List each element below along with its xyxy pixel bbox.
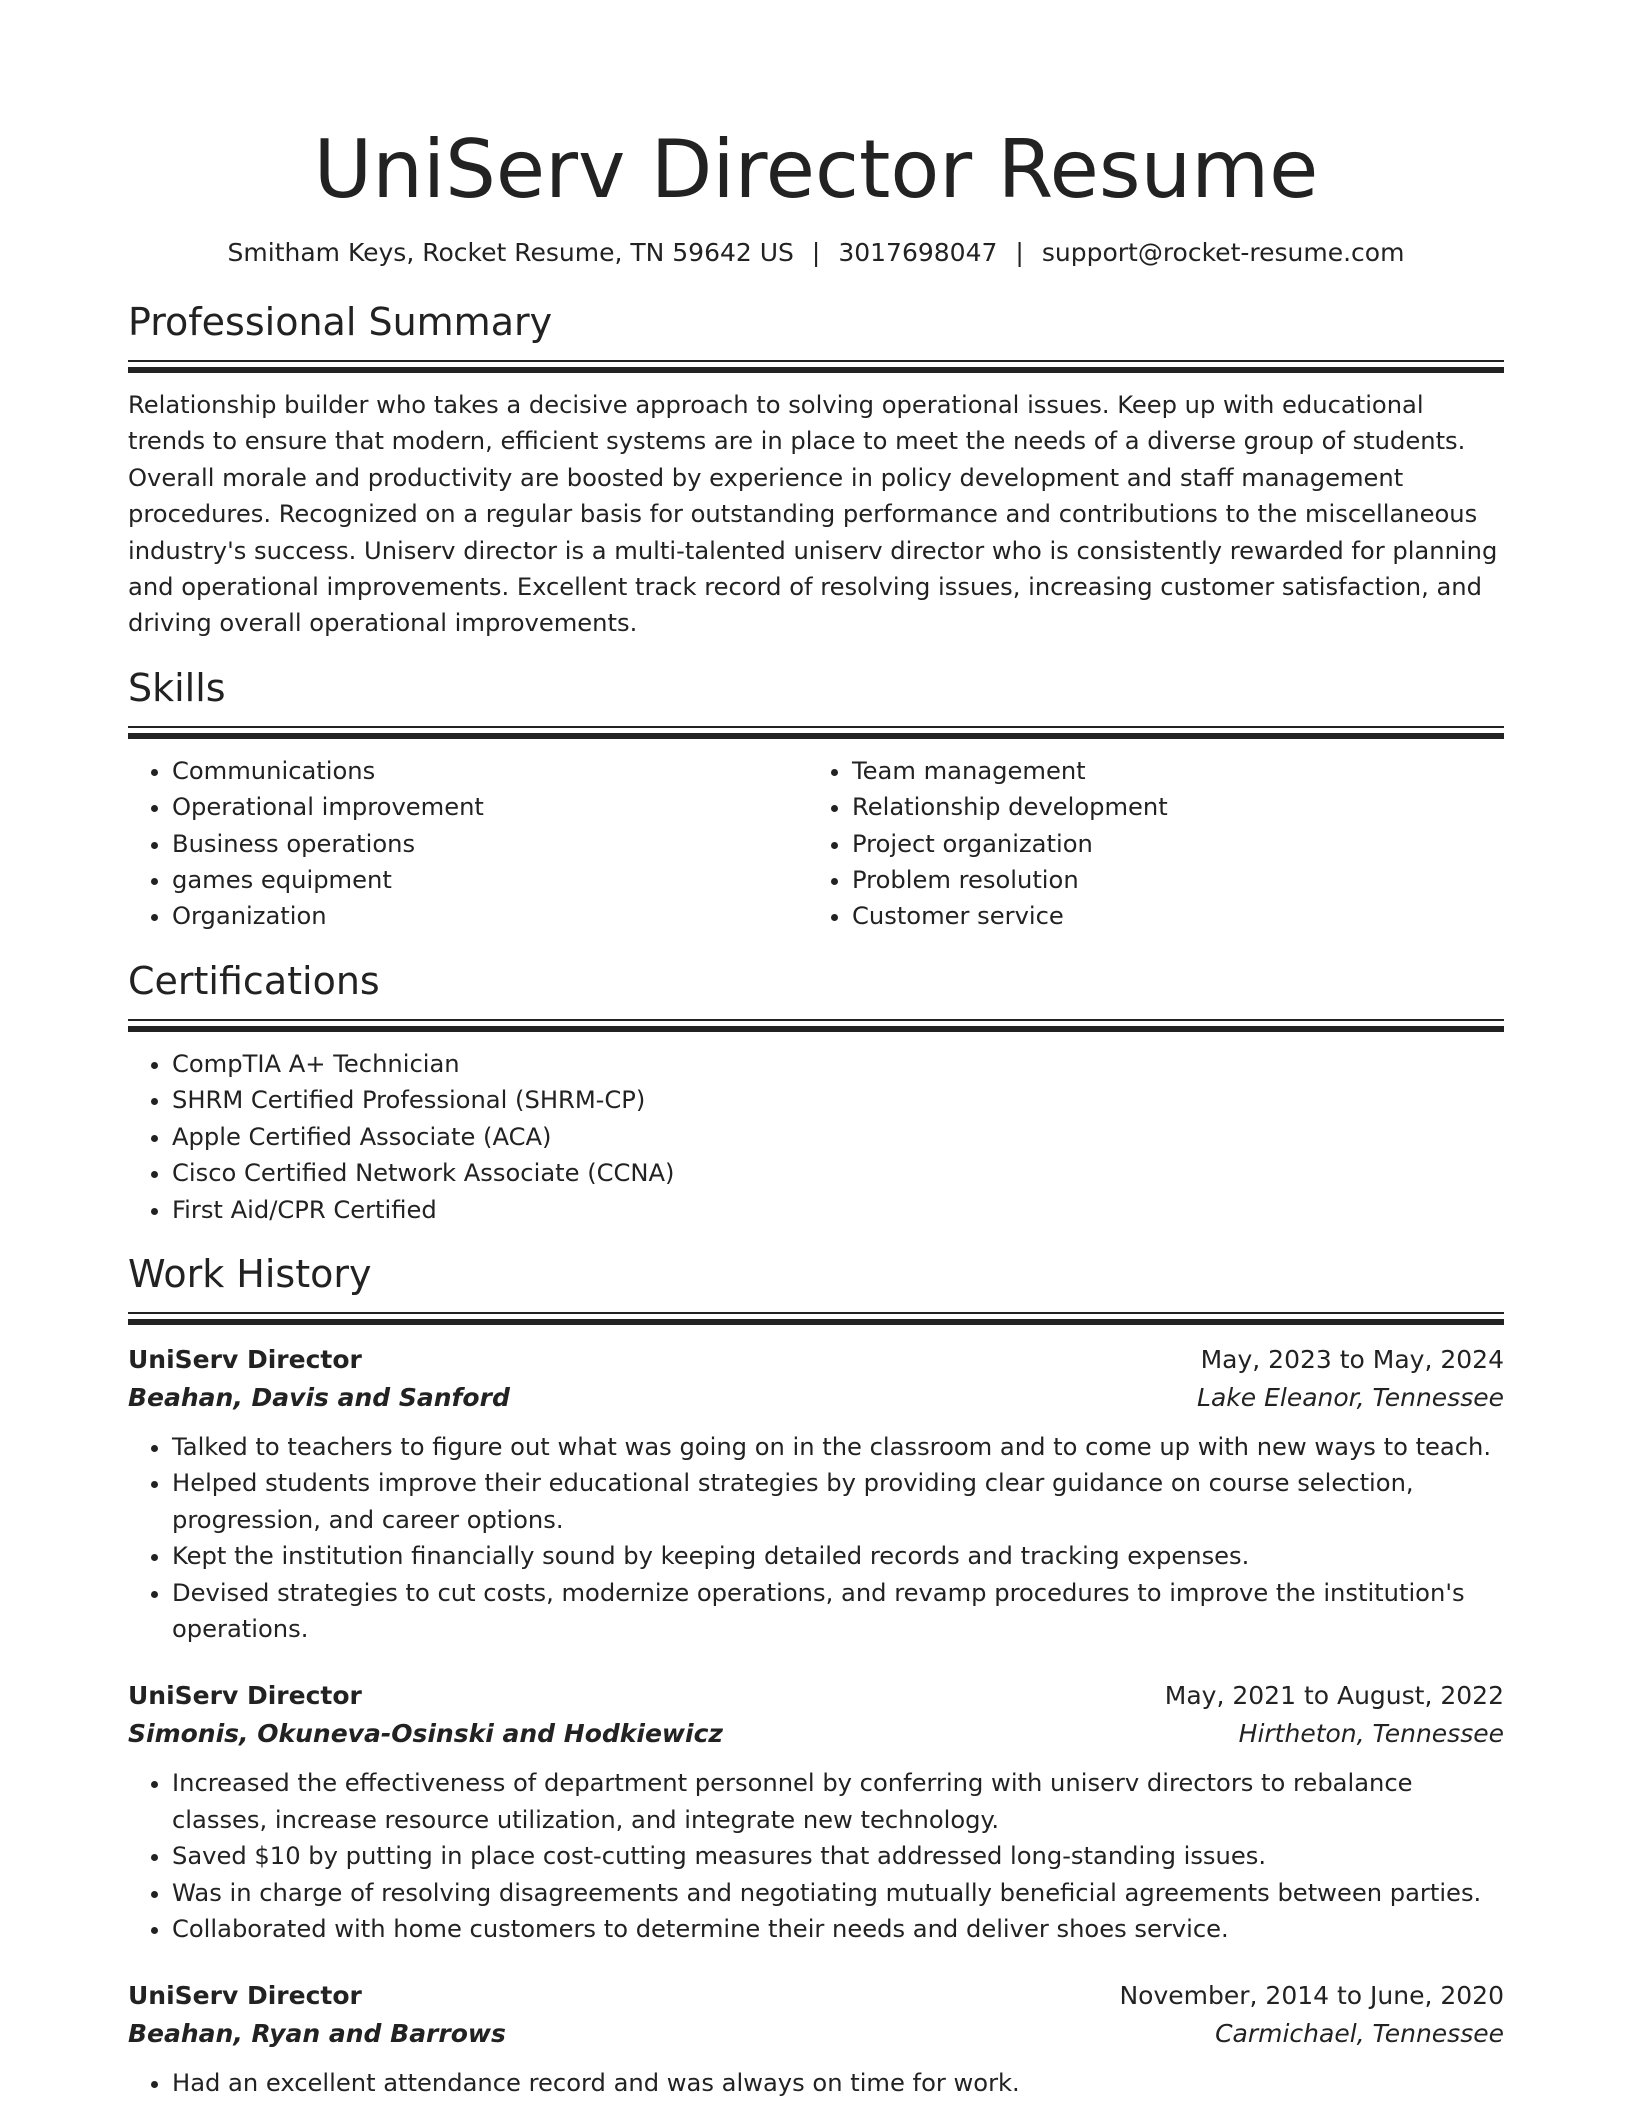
job-company: Beahan, Ryan and Barrows [128, 2019, 506, 2049]
section-title-skills: Skills [128, 665, 226, 710]
skill-item: • Organization [172, 898, 804, 934]
job-header [128, 1341, 1504, 1379]
skill-item: • games equipment [172, 862, 804, 898]
certification-item: • CompTIA A+ Technician [172, 1046, 1504, 1082]
certification-item: • First Aid/CPR Certified [172, 1192, 1504, 1228]
resume-page [128, 0, 1504, 2102]
contact-separator: | [1015, 238, 1024, 267]
job-header [128, 1977, 1504, 2015]
job-subheader [128, 1715, 1504, 1753]
skill-item: • Customer service [852, 898, 1484, 934]
job-header [128, 1677, 1504, 1715]
work-history-section [128, 1252, 1504, 2102]
job-title: UniServ Director [128, 1681, 362, 1711]
skills-list-right [804, 753, 1484, 935]
job-bullets [128, 1765, 1504, 1947]
job-location: Hirtheton, Tennessee [1238, 1719, 1504, 1749]
job-entry [128, 1341, 1504, 1647]
section-title-summary: Professional Summary [128, 300, 553, 344]
skill-item: • Communications [172, 753, 804, 789]
skill-item: • Relationship development [852, 789, 1484, 825]
job-dates: November, 2014 to June, 2020 [1119, 1981, 1504, 2011]
skill-item: • Team management [852, 753, 1484, 789]
contact-phone: 3017698047 [838, 238, 998, 267]
certification-item: • Apple Certified Associate (ACA) [172, 1119, 1504, 1155]
job-bullet: • Talked to teachers to figure out what was going on in the classroom and to come up with new ways to teach. [172, 1429, 1504, 1465]
skills-list-left [128, 753, 804, 935]
certification-item: • Cisco Certified Network Associate (CCNA) [172, 1155, 1504, 1191]
job-dates: May, 2021 to August, 2022 [1164, 1681, 1504, 1711]
skills-section [128, 666, 1504, 935]
job-location: Lake Eleanor, Tennessee [1197, 1382, 1504, 1412]
contact-line [128, 236, 1504, 270]
job-dates: May, 2023 to May, 2024 [1200, 1344, 1504, 1374]
contact-email: support@rocket-resume.com [1041, 238, 1405, 267]
skill-item: • Problem resolution [852, 862, 1484, 898]
section-title-work-history: Work History [128, 1251, 372, 1296]
contact-address: Smitham Keys, Rocket Resume, TN 59642 US [227, 238, 794, 267]
job-company: Simonis, Okuneva-Osinski and Hodkiewicz [128, 1719, 723, 1749]
section-divider [128, 360, 1504, 373]
skill-item: • Business operations [172, 826, 804, 862]
summary-section [128, 300, 1504, 642]
summary-text: Relationship builder who takes a decisive approach to solving operational issues. Keep up with educational trends to ensure that modern, efficient systems are in place to meet the needs of a diverse group of students. Overall morale and productivity are boosted by experience in policy development and staff management procedures. Recognized on a regular basis for outstanding performance and contributions to the miscellaneous industry's success. Uniserv director is a multi-talented uniserv director who is consistently rewarded for planning and operational improvements. Excellent track record of resolving issues, increasing customer satisfaction, and driving overall operational improvements. [128, 391, 1498, 638]
section-divider [128, 1019, 1504, 1032]
skill-item: • Project organization [852, 826, 1484, 862]
certification-item: • SHRM Certified Professional (SHRM-CP) [172, 1082, 1504, 1118]
contact-separator: | [811, 238, 821, 267]
job-bullet: • Was in charge of resolving disagreements and negotiating mutually beneficial agreements between parties. [172, 1875, 1504, 1911]
job-title: UniServ Director [128, 1344, 362, 1374]
job-title: UniServ Director [128, 1981, 362, 2011]
skills-columns [128, 753, 1504, 935]
job-subheader [128, 2015, 1504, 2053]
job-subheader [128, 1379, 1504, 1417]
certifications-section [128, 959, 1504, 1228]
job-entry [128, 1677, 1504, 1947]
job-bullets [128, 1429, 1504, 1647]
section-divider [128, 1312, 1504, 1325]
job-entry [128, 1977, 1504, 2101]
section-title-certifications: Certifications [128, 958, 380, 1003]
skill-item: • Operational improvement [172, 789, 804, 825]
job-bullet: • Increased the effectiveness of department personnel by conferring with uniserv directors to rebalance classes, increase resource utilization, and integrate new technology. [172, 1765, 1504, 1838]
certifications-list [128, 1046, 1504, 1228]
section-divider [128, 726, 1504, 739]
job-bullet: • Kept the institution financially sound by keeping detailed records and tracking expenses. [172, 1538, 1504, 1574]
job-bullets [128, 2065, 1504, 2101]
job-company: Beahan, Davis and Sanford [128, 1382, 510, 1412]
job-bullet: • Had an excellent attendance record and was always on time for work. [172, 2065, 1504, 2101]
job-bullet: • Saved $10 by putting in place cost-cutting measures that addressed long-standing issues. [172, 1838, 1504, 1874]
job-bullet: • Collaborated with home customers to determine their needs and deliver shoes service. [172, 1911, 1504, 1947]
job-bullet: • Devised strategies to cut costs, modernize operations, and revamp procedures to improve the institution's operations. [172, 1575, 1504, 1648]
job-bullet: • Helped students improve their educational strategies by providing clear guidance on course selection, progression, and career options. [172, 1465, 1504, 1538]
resume-title: UniServ Director Resume [313, 123, 1319, 216]
job-location: Carmichael, Tennessee [1215, 2019, 1504, 2049]
